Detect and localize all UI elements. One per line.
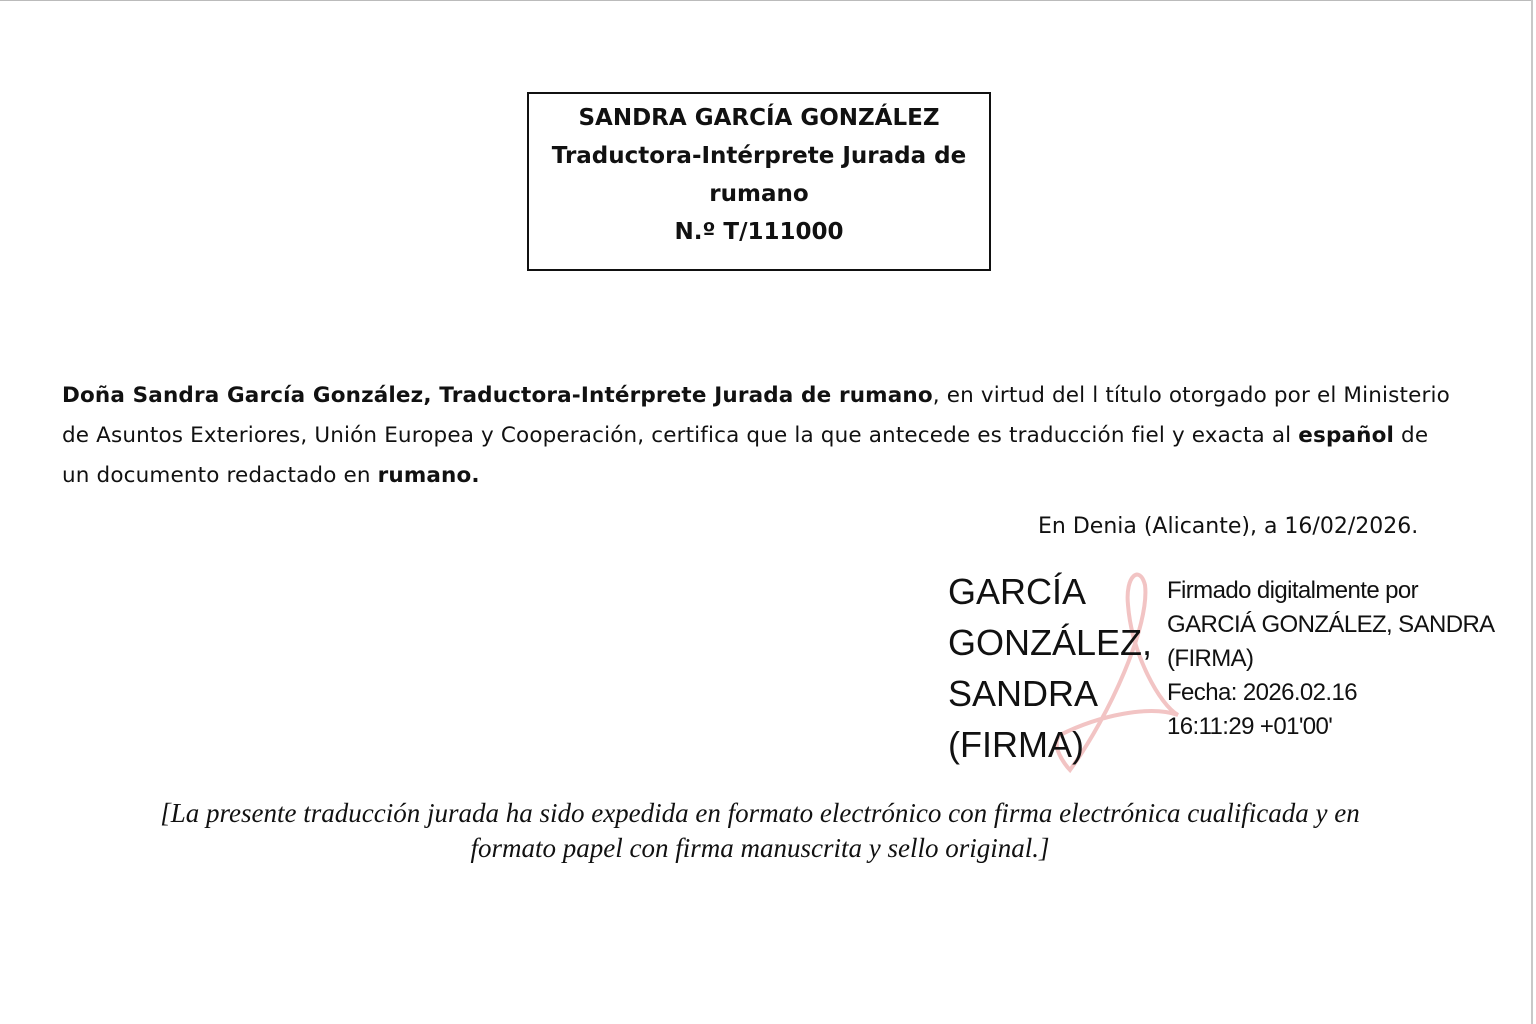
signature-name [948, 566, 1152, 770]
cert-lang: rumano. [377, 463, 480, 488]
stamp-name: SANDRA GARCÍA GONZÁLEZ [578, 105, 940, 131]
signature-name-line: GONZÁLEZ, [948, 622, 1153, 663]
cert-text: , en virtud del l título otorgado por el Ministerio de Asuntos Exteriores, Unión Europea y Cooperación, certifica que la que antecede es traducción fiel y exacta al [62, 383, 1450, 448]
cert-intro: Doña Sandra García González, Traductora-Intérprete Jurada de rumano [62, 383, 933, 408]
footer-note [60, 796, 1460, 866]
stamp-number: N.º T/111000 [674, 219, 844, 245]
signature-info-line: Fecha: 2026.02.16 [1167, 679, 1357, 706]
translator-stamp [527, 92, 991, 271]
signature-name-line: (FIRMA) [948, 724, 1084, 765]
place-date: En Denia (Alicante), a 16/02/2026. [1038, 514, 1419, 539]
signature-name-line: SANDRA [948, 673, 1099, 714]
signature-name-line: GARCÍA [948, 571, 1087, 612]
signature-info-line: 16:11:29 +01'00' [1167, 713, 1333, 740]
page-edge [0, 0, 1532, 1]
cert-text: de un documento redactado en [62, 423, 1429, 488]
signature-info-line: GARCIÁ GONZÁLEZ, SANDRA [1167, 611, 1495, 638]
certification-paragraph [62, 376, 1462, 496]
signature-info [1167, 574, 1495, 744]
stamp-title: rumano [709, 181, 809, 207]
note-line: formato papel con firma manuscrita y sello original.] [470, 833, 1050, 863]
stamp-title: Traductora-Intérprete Jurada de [551, 143, 967, 169]
signature-info-line: Firmado digitalmente por [1167, 577, 1419, 604]
signature-info-line: (FIRMA) [1167, 645, 1254, 672]
page-edge [1531, 0, 1533, 1024]
cert-lang: español [1298, 423, 1395, 448]
note-line: [La presente traducción jurada ha sido expedida en formato electrónico con firma electrónica cualificada y en [160, 798, 1360, 828]
